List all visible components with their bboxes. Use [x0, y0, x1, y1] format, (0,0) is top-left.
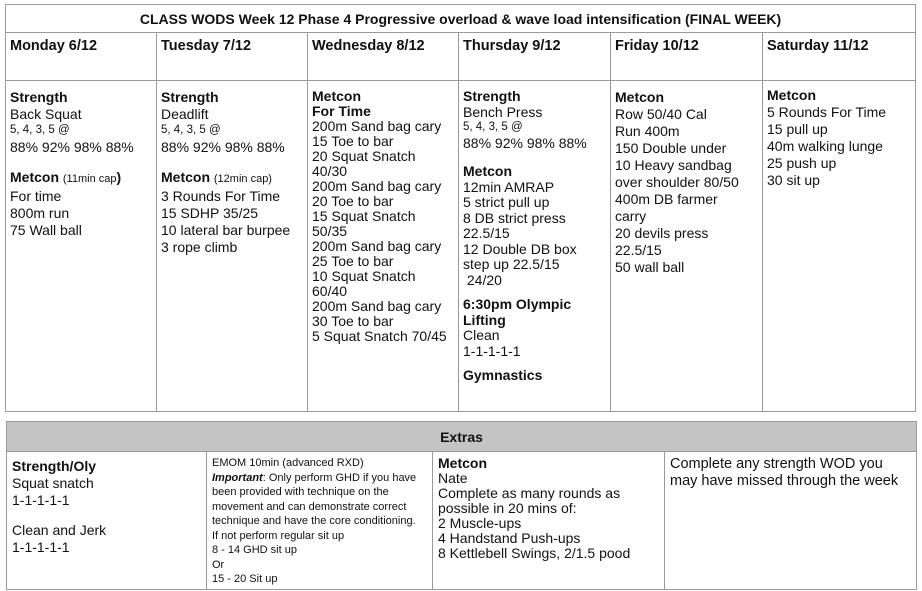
extras-emom-important-label: Important [212, 471, 263, 484]
saturday-workout [763, 81, 916, 412]
saturday-line: 30 sit up [767, 172, 820, 188]
wednesday-line: 15 Toe to bar [312, 133, 394, 149]
friday-line: Row 50/40 Cal [615, 106, 707, 122]
thursday-metcon-line: 24/20 [463, 271, 502, 288]
friday-line: 150 Double under [615, 140, 727, 156]
wednesday-line: 20 Squat Snatch [312, 148, 416, 164]
friday-line: 10 Heavy sandbag [615, 157, 732, 173]
friday-line: Run 400m [615, 123, 680, 139]
monday-metcon-cap-close: ) [116, 168, 122, 185]
monday-reps: 5, 4, 3, 5 @ [10, 124, 70, 136]
thursday-strength-heading: Strength [463, 88, 521, 104]
day-header-row [6, 33, 916, 81]
thursday-olympic-heading: 6:30pm Olympic [463, 296, 572, 312]
thursday-olympic-line: 1-1-1-1-1 [463, 342, 521, 359]
tuesday-line: 10 lateral bar burpee [161, 221, 291, 238]
monday-percents: 88% 92% 98% 88% [10, 138, 134, 155]
extras-emom-important [212, 471, 428, 529]
extras-emom-line: If not perform regular sit up [212, 529, 345, 542]
wednesday-line: 200m Sand bag cary [312, 178, 442, 194]
thursday-metcon-line: 12 Double DB box [463, 240, 577, 257]
extras-emom-line: EMOM 10min (advanced RXD) [212, 457, 364, 469]
wednesday-line: 60/40 [312, 283, 348, 299]
extras-nate-desc: Complete as many rounds as possible in 20 mins of: [438, 485, 621, 516]
friday-line: 50 wall ball [615, 259, 685, 275]
tuesday-reps: 5, 4, 3, 5 @ [161, 124, 221, 136]
wednesday-subheading: For Time [312, 103, 371, 119]
monday-metcon-cap: (11min cap [62, 172, 117, 185]
tuesday-line: 3 Rounds For Time [161, 187, 281, 204]
thursday-percents: 88% 92% 98% 88% [463, 134, 587, 151]
thursday-metcon-heading: Metcon [463, 163, 512, 179]
wednesday-line: 15 Squat Snatch [312, 208, 416, 224]
extras-strength-oly-line: Clean and Jerk [12, 522, 107, 538]
tuesday-percents: 88% 92% 98% 88% [161, 138, 285, 155]
monday-metcon-heading: Metcon [10, 168, 59, 185]
extras-emom-line: 15 - 20 Sit up [212, 573, 278, 585]
wednesday-line: 25 Toe to bar [312, 253, 394, 269]
weekly-schedule-table [5, 4, 916, 412]
day-header-saturday: Saturday 11/12 [763, 33, 916, 81]
tuesday-line: 15 SDHP 35/25 [161, 204, 259, 221]
monday-workout [6, 81, 157, 412]
saturday-line: 25 push up [767, 155, 837, 171]
tuesday-workout [157, 81, 308, 412]
friday-line: 22.5/15 [615, 242, 662, 258]
extras-strength-oly-line: 1-1-1-1-1 [12, 492, 70, 508]
friday-line: carry [615, 208, 647, 224]
thursday-olympic-heading-2: Lifting [463, 311, 506, 328]
wednesday-heading: Metcon [312, 88, 361, 104]
extras-nate-line: 4 Handstand Push-ups [438, 530, 581, 546]
extras-emom-important-text: : Only perform GHD if you have been provided with technique on the movement and can demonstrate correct technique and have the core conditioning. [212, 471, 417, 527]
workout-row [6, 81, 916, 412]
wednesday-line: 40/30 [312, 163, 348, 179]
wednesday-line: 30 Toe to bar [312, 313, 394, 329]
day-header-friday: Friday 10/12 [611, 33, 763, 81]
extras-row [7, 452, 917, 590]
thursday-gymnastics-heading: Gymnastics [463, 367, 543, 383]
saturday-heading: Metcon [767, 87, 816, 103]
extras-nate-name: Nate [438, 470, 468, 486]
extras-nate-heading: Metcon [438, 455, 487, 471]
friday-line: 20 devils press [615, 225, 709, 241]
tuesday-strength-heading: Strength [161, 89, 219, 105]
thursday-metcon-line: 8 DB strict press [463, 209, 566, 226]
monday-metcon-heading-line [10, 169, 152, 188]
wednesday-line: 200m Sand bag cary [312, 118, 442, 134]
thursday-metcon-line: step up 22.5/15 [463, 256, 560, 272]
thursday-metcon-line: 5 strict pull up [463, 194, 550, 210]
thursday-metcon-line: 12min AMRAP [463, 178, 555, 195]
extras-nate [433, 452, 665, 590]
extras-title: Extras [7, 422, 917, 452]
wednesday-line: 10 Squat Snatch [312, 268, 416, 284]
extras-nate-line: 8 Kettlebell Swings, 2/1.5 pood [438, 545, 631, 561]
extras-strength-oly-heading: Strength/Oly [12, 458, 97, 474]
thursday-workout [459, 81, 611, 412]
wednesday-line: 20 Toe to bar [312, 193, 394, 209]
extras-table [6, 421, 917, 590]
day-header-tuesday: Tuesday 7/12 [157, 33, 308, 81]
day-header-wednesday: Wednesday 8/12 [308, 33, 459, 81]
wednesday-line: 200m Sand bag cary [312, 298, 442, 314]
wednesday-line: 50/35 [312, 223, 348, 239]
extras-strength-oly-line: 1-1-1-1-1 [12, 539, 70, 555]
friday-heading: Metcon [615, 89, 664, 105]
tuesday-metcon-cap: (12min cap) [213, 172, 272, 185]
friday-workout [611, 81, 763, 412]
extras-emom [207, 452, 433, 590]
friday-line: over shoulder 80/50 [615, 174, 739, 190]
wednesday-line: 200m Sand bag cary [312, 238, 442, 254]
extras-nate-line: 2 Muscle-ups [438, 515, 522, 531]
thursday-olympic-line: Clean [463, 327, 500, 343]
saturday-line: 15 pull up [767, 121, 828, 137]
tuesday-line: 3 rope climb [161, 238, 238, 255]
thursday-lift: Bench Press [463, 103, 543, 120]
thursday-reps: 5, 4, 3, 5 @ [463, 121, 523, 133]
wednesday-line: 5 Squat Snatch 70/45 [312, 328, 447, 344]
tuesday-metcon-heading-line [161, 169, 303, 188]
saturday-line: 5 Rounds For Time [767, 104, 887, 120]
friday-line: 400m DB farmer [615, 191, 718, 207]
extras-note: Complete any strength WOD you may have missed through the week [665, 452, 917, 590]
saturday-line: 40m walking lunge [767, 138, 883, 154]
extras-emom-line: Or [212, 558, 225, 571]
monday-line: 800m run [10, 204, 70, 221]
extras-emom-line: 8 - 14 GHD sit up [212, 544, 297, 556]
monday-line: 75 Wall ball [10, 221, 82, 238]
tuesday-metcon-heading: Metcon [161, 168, 210, 185]
thursday-metcon-line: 22.5/15 [463, 225, 510, 241]
monday-line: For time [10, 187, 62, 204]
monday-strength-heading: Strength [10, 89, 68, 105]
wednesday-workout [308, 81, 459, 412]
extras-strength-oly [7, 452, 207, 590]
day-header-thursday: Thursday 9/12 [459, 33, 611, 81]
monday-lift: Back Squat [10, 106, 82, 122]
schedule-title: CLASS WODS Week 12 Phase 4 Progressive overload & wave load intensification (FINAL WEEK) [6, 5, 916, 33]
extras-strength-oly-line: Squat snatch [12, 475, 94, 491]
tuesday-lift: Deadlift [161, 106, 209, 122]
day-header-monday: Monday 6/12 [6, 33, 157, 81]
